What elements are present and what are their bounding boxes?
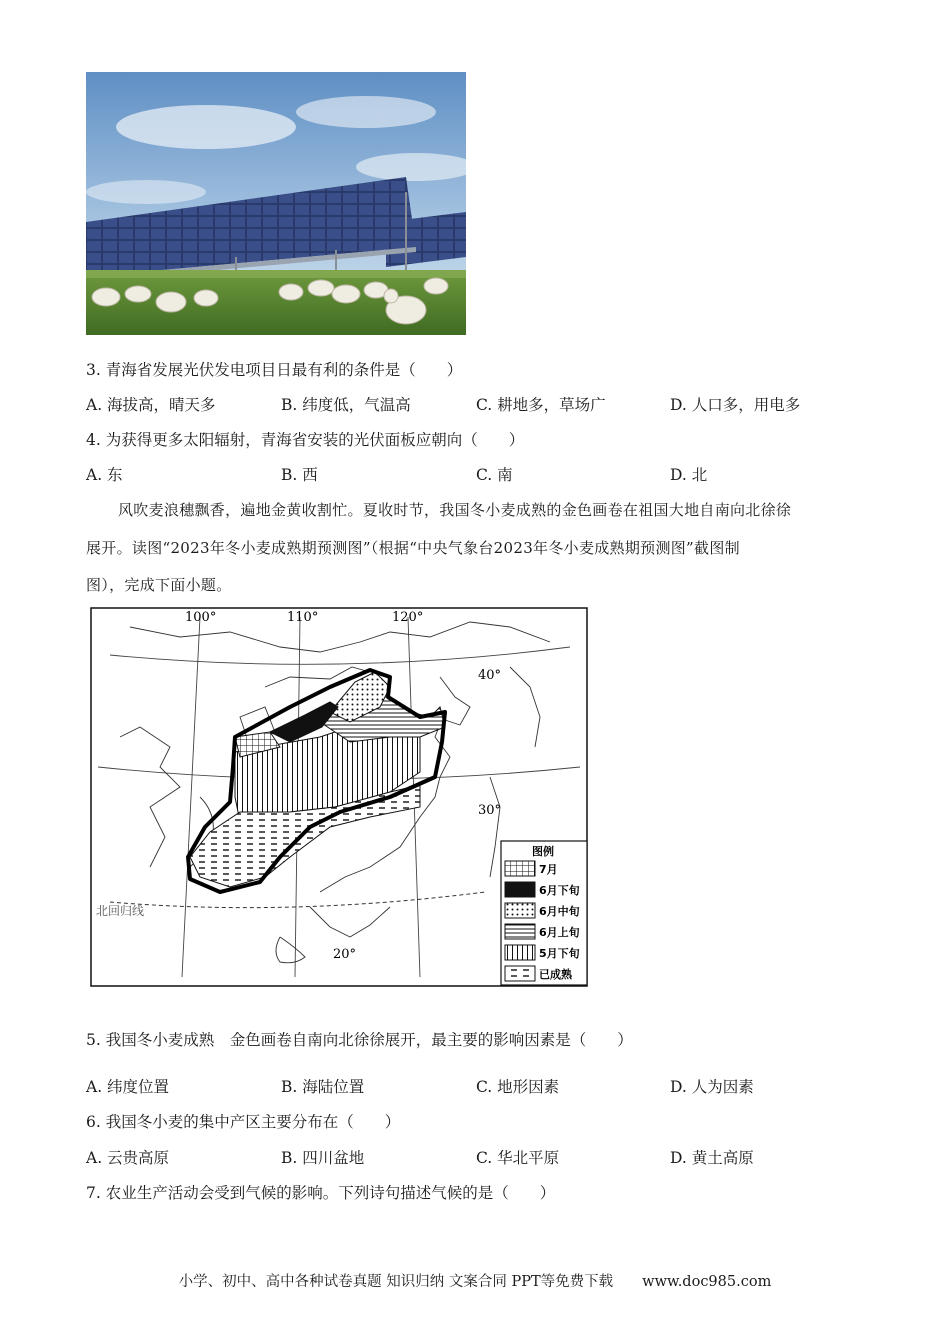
lon-label-110: 110°	[287, 610, 319, 625]
legend-title: 图例	[532, 845, 554, 858]
question-4-option-c: C. 南	[476, 466, 513, 484]
question-3-option-d: D. 人口多，用电多	[670, 396, 801, 414]
lat-label-30: 30°	[478, 803, 502, 818]
question-4-stem: 4. 为获得更多太阳辐射，青海省安装的光伏面板应朝向（ ）	[86, 431, 525, 449]
page-footer: 小学、初中、高中各种试卷真题 知识归纳 文案合同 PPT等免费下载 www.doc985.com	[178, 1274, 772, 1290]
question-4-option-b: B. 西	[281, 466, 318, 484]
legend-item-early-june: 6月上旬	[539, 926, 580, 939]
question-6-option-b: B. 四川盆地	[281, 1149, 365, 1167]
question-6-option-c: C. 华北平原	[476, 1149, 560, 1167]
lat-label-20: 20°	[333, 947, 357, 962]
legend-item-late-june: 6月下旬	[539, 884, 580, 897]
wheat-maturity-map	[90, 607, 588, 987]
legend-item-late-may: 5月下旬	[539, 947, 580, 960]
passage-line-2: 展开。读图“2023年冬小麦成熟期预测图”（根据“中央气象台2023年冬小麦成熟期预测图”截图制	[86, 539, 740, 557]
question-6-option-d: D. 黄土高原	[670, 1149, 754, 1167]
question-6-option-a: A. 云贵高原	[86, 1149, 170, 1167]
solar-panels-with-sheep-photo	[86, 72, 466, 335]
question-3-option-c: C. 耕地多，草场广	[476, 396, 606, 414]
question-5-option-c: C. 地形因素	[476, 1078, 560, 1096]
question-5-option-a: A. 纬度位置	[86, 1078, 170, 1096]
question-7-stem: 7. 农业生产活动会受到气候的影响。下列诗句描述气候的是（ ）	[86, 1184, 556, 1202]
legend-item-mid-june: 6月中旬	[539, 905, 580, 918]
question-3-option-a: A. 海拔高，晴天多	[86, 396, 216, 414]
question-4-option-d: D. 北	[670, 466, 708, 484]
passage-line-1: 风吹麦浪穗飘香，遍地金黄收割忙。夏收时节，我国冬小麦成熟的金色画卷在祖国大地自南向北徐徐	[118, 501, 792, 519]
question-4-option-a: A. 东	[86, 466, 123, 484]
question-5-stem: 5. 我国冬小麦成熟 金色画卷自南向北徐徐展开，最主要的影响因素是（ ）	[86, 1031, 633, 1049]
passage-line-3: 图），完成下面小题。	[86, 576, 232, 594]
map-legend	[501, 841, 587, 985]
question-5-option-b: B. 海陆位置	[281, 1078, 365, 1096]
question-3-option-b: B. 纬度低，气温高	[281, 396, 411, 414]
question-5-option-d: D. 人为因素	[670, 1078, 754, 1096]
question-6-stem: 6. 我国冬小麦的集中产区主要分布在（ ）	[86, 1113, 401, 1131]
legend-item-matured: 已成熟	[539, 968, 572, 981]
lon-label-120: 120°	[392, 610, 424, 625]
tropic-of-cancer-label: 北回归线	[96, 904, 145, 918]
question-3-stem: 3. 青海省发展光伏发电项目日最有利的条件是（ ）	[86, 361, 463, 379]
lon-label-100: 100°	[185, 610, 217, 625]
legend-item-july: 7月	[539, 863, 558, 876]
lat-label-40: 40°	[478, 668, 502, 683]
